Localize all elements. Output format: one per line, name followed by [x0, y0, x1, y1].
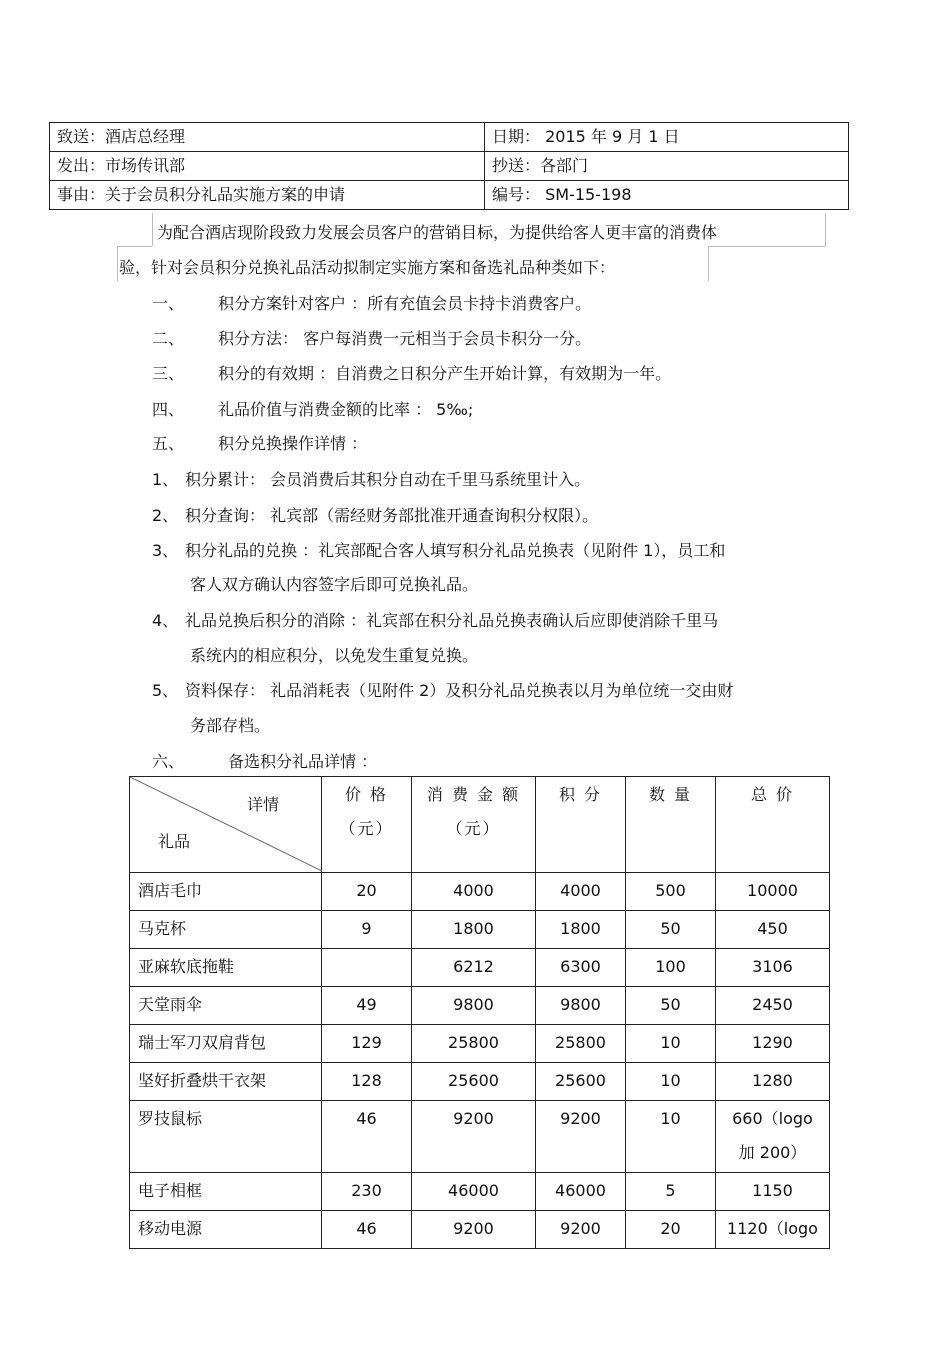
gift-total: 1120（logo [716, 1211, 830, 1249]
gift-qty: 10 [626, 1063, 716, 1101]
gift-total: 1150 [716, 1173, 830, 1211]
gift-name: 电子相框 [130, 1173, 322, 1211]
gift-total: 1290 [716, 1025, 830, 1063]
gift-points: 9200 [536, 1211, 626, 1249]
intro-box-line [117, 246, 118, 281]
section-text-3: 积分的有效期 ：自消费之日积分产生开始计算，有效期为一年。 [218, 364, 672, 383]
intro-line-2: 验，针对会员积分兑换礼品活动拟制定实施方案和备选礼品种类如下： [119, 258, 616, 277]
gift-price: 129 [322, 1025, 412, 1063]
section-text-2: 积分方法： 客户每消费一元相当于会员卡积分一分。 [218, 329, 592, 348]
gift-total: 10000 [716, 873, 830, 911]
memo-number: 编号： SM-15-198 [485, 181, 849, 210]
gift-qty: 50 [626, 911, 716, 949]
gift-name: 酒店毛巾 [130, 873, 322, 911]
intro-box-line [708, 246, 825, 247]
step-num-3: 3、 [152, 541, 179, 560]
gift-points: 1800 [536, 911, 626, 949]
gift-table [129, 776, 830, 1249]
gift-table-header [130, 777, 830, 873]
gift-points: 25600 [536, 1063, 626, 1101]
gift-spend: 25600 [412, 1063, 536, 1101]
memo-to: 致送：酒店总经理 [50, 123, 485, 152]
step-text-5: 资料保存： 礼品消耗表（见附件 2）及积分礼品兑换表以月为单位统一交由财 [185, 681, 734, 700]
table-row [130, 911, 830, 949]
gift-points: 9200 [536, 1101, 626, 1173]
gift-price: 46 [322, 1101, 412, 1173]
step-text-1: 积分累计： 会员消费后其积分自动在千里马系统里计入。 [185, 470, 591, 489]
gift-spend: 4000 [412, 873, 536, 911]
table-row [130, 1211, 830, 1249]
section-num-5: 五、 [152, 434, 185, 453]
section-num-6: 六、 [152, 752, 185, 771]
section-text-6: 备选积分礼品详情 ： [228, 752, 378, 771]
gift-name: 瑞士军刀双肩背包 [130, 1025, 322, 1063]
gift-qty: 5 [626, 1173, 716, 1211]
gift-total: 3106 [716, 949, 830, 987]
section-text-1: 积分方案针对客户 ：所有充值会员卡持卡消费客户。 [218, 294, 592, 313]
intro-box-line [825, 213, 826, 246]
intro-box-line [117, 246, 152, 247]
step-text-2: 积分查询： 礼宾部（需经财务部批准开通查询积分权限）。 [185, 506, 599, 525]
gift-name: 亚麻软底拖鞋 [130, 949, 322, 987]
memo-date: 日期： 2015 年 9 月 1 日 [485, 123, 849, 152]
header-spend: 消 费 金 额 （元） [412, 777, 536, 873]
memo-from: 发出：市场传讯部 [50, 152, 485, 181]
gift-spend: 1800 [412, 911, 536, 949]
gift-qty: 20 [626, 1211, 716, 1249]
section-text-5: 积分兑换操作详情 ： [218, 434, 368, 453]
step-num-2: 2、 [152, 506, 179, 525]
step-text-5-cont: 务部存档。 [190, 716, 271, 735]
table-row [130, 1101, 830, 1173]
gift-qty: 10 [626, 1025, 716, 1063]
gift-price [322, 949, 412, 987]
gift-spend: 9800 [412, 987, 536, 1025]
gift-name: 天堂雨伞 [130, 987, 322, 1025]
gift-total: 660（logo 加 200） [716, 1101, 830, 1173]
step-text-4-cont: 系统内的相应积分，以免发生重复兑换。 [190, 646, 479, 665]
gift-total: 450 [716, 911, 830, 949]
gift-qty: 10 [626, 1101, 716, 1173]
step-text-3: 积分礼品的兑换 ：礼宾部配合客人填写积分礼品兑换表（见附件 1），员工和 [185, 541, 726, 560]
memo-header-table [49, 122, 849, 210]
gift-spend: 9200 [412, 1101, 536, 1173]
gift-points: 25800 [536, 1025, 626, 1063]
header-points: 积 分 [536, 777, 626, 873]
gift-points: 46000 [536, 1173, 626, 1211]
diagonal-header-cell [130, 777, 322, 873]
table-row [130, 1025, 830, 1063]
step-num-1: 1、 [152, 470, 179, 489]
gift-price: 49 [322, 987, 412, 1025]
gift-name: 罗技鼠标 [130, 1101, 322, 1173]
gift-price: 230 [322, 1173, 412, 1211]
gift-qty: 500 [626, 873, 716, 911]
table-row [130, 873, 830, 911]
gift-name: 坚好折叠烘干衣架 [130, 1063, 322, 1101]
gift-points: 4000 [536, 873, 626, 911]
gift-price: 20 [322, 873, 412, 911]
section-num-2: 二、 [152, 329, 185, 348]
step-num-5: 5、 [152, 681, 179, 700]
gift-qty: 50 [626, 987, 716, 1025]
intro-box-line [152, 213, 153, 246]
memo-subject: 事由：关于会员积分礼品实施方案的申请 [50, 181, 485, 210]
gift-name: 移动电源 [130, 1211, 322, 1249]
gift-points: 9800 [536, 987, 626, 1025]
step-num-4: 4、 [152, 611, 179, 630]
gift-spend: 6212 [412, 949, 536, 987]
gift-price: 9 [322, 911, 412, 949]
header-qty: 数 量 [626, 777, 716, 873]
gift-spend: 25800 [412, 1025, 536, 1063]
table-row [130, 1173, 830, 1211]
gift-qty: 100 [626, 949, 716, 987]
gift-price: 128 [322, 1063, 412, 1101]
table-row [130, 1063, 830, 1101]
gift-name: 马克杯 [130, 911, 322, 949]
gift-spend: 46000 [412, 1173, 536, 1211]
section-num-4: 四、 [152, 400, 185, 419]
diagonal-line [130, 777, 322, 871]
table-row [130, 987, 830, 1025]
header-detail: 详情 [247, 795, 280, 814]
intro-line-1: 为配合酒店现阶段致力发展会员客户的营销目标，为提供给客人更丰富的消费体 [157, 223, 718, 242]
gift-points: 6300 [536, 949, 626, 987]
gift-total: 1280 [716, 1063, 830, 1101]
section-num-3: 三、 [152, 364, 185, 383]
intro-box-line [708, 246, 709, 281]
section-text-4: 礼品价值与消费金额的比率 ： 5‰; [218, 400, 474, 419]
section-num-1: 一、 [152, 294, 185, 313]
header-gift: 礼品 [158, 832, 191, 851]
memo-cc: 抄送：各部门 [485, 152, 849, 181]
step-text-4: 礼品兑换后积分的消除 ：礼宾部在积分礼品兑换表确认后应即使消除千里马 [185, 611, 719, 630]
gift-total: 2450 [716, 987, 830, 1025]
header-total: 总 价 [716, 777, 830, 873]
gift-price: 46 [322, 1211, 412, 1249]
table-row [130, 949, 830, 987]
header-price: 价 格 （元） [322, 777, 412, 873]
step-text-3-cont: 客人双方确认内容签字后即可兑换礼品。 [190, 575, 479, 594]
gift-spend: 9200 [412, 1211, 536, 1249]
